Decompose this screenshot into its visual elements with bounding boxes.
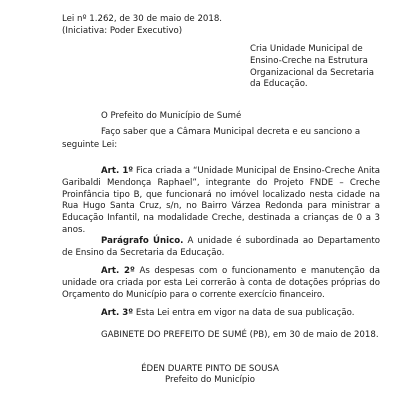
- ementa-line: da Educação.: [250, 79, 308, 90]
- mayor-intro: O Prefeito do Município de Sumé: [101, 111, 242, 121]
- article-1-label: Art. 1º: [101, 166, 134, 176]
- signatory-title: Prefeito do Município: [164, 375, 256, 385]
- article-1: Art. 1º Fica criada a “Unidade Municipal de Ensino-Creche Anita Garibaldi Mendonça Raphael”, integrante do Projeto FNDE – Creche Proinfância tipo B, que funcionará no imóvel localizado nesta cidade na Rua Hugo Santa Cruz, s/n, no Bairro Várzea Redonda para ministrar a Educação Infantil, na modalidade Creche, destinada a crianças de 0 a 3 anos.: [62, 166, 381, 235]
- signatory-name: ÉDEN DUARTE PINTO DE SOUSA: [141, 364, 279, 374]
- gabinete-line: GABINETE DO PREFEITO DE SUMÉ (PB), em 30 de maio de 2018.: [101, 330, 379, 340]
- article-3: Art. 3º Esta Lei entra em vigor na data de sua publicação.: [101, 308, 355, 318]
- ementa-line: Organizacional da Secretaria: [250, 67, 375, 78]
- paragraph-unico-label: Parágrafo Único.: [101, 236, 184, 246]
- paragraph-unico: Parágrafo Único. A unidade é subordinada ao Departamento de Ensino da Secretaria da Educação.: [62, 236, 380, 258]
- decree-line: Faço saber que a Câmara Municipal decreta e eu sanciono a: [101, 127, 361, 137]
- decree-line: seguinte Lei:: [62, 140, 118, 150]
- article-2-label: Art. 2º: [101, 266, 135, 276]
- initiative: (Iniciativa: Poder Executivo): [62, 26, 183, 36]
- ementa-line: Ensino-Creche na Estrutura: [250, 55, 368, 66]
- article-3-label: Art. 3º: [101, 308, 134, 318]
- ementa-line: Cria Unidade Municipal de: [250, 44, 363, 54]
- law-number: Lei nº 1.262, de 30 de maio de 2018.: [62, 14, 223, 24]
- ementa: [250, 44, 378, 91]
- article-2: Art. 2º As despesas com o funcionamento e manutenção da unidade ora criada por esta Lei correrão à conta de dotações próprias do Orçamento do Município para o corrente exercício financeiro.: [62, 266, 380, 300]
